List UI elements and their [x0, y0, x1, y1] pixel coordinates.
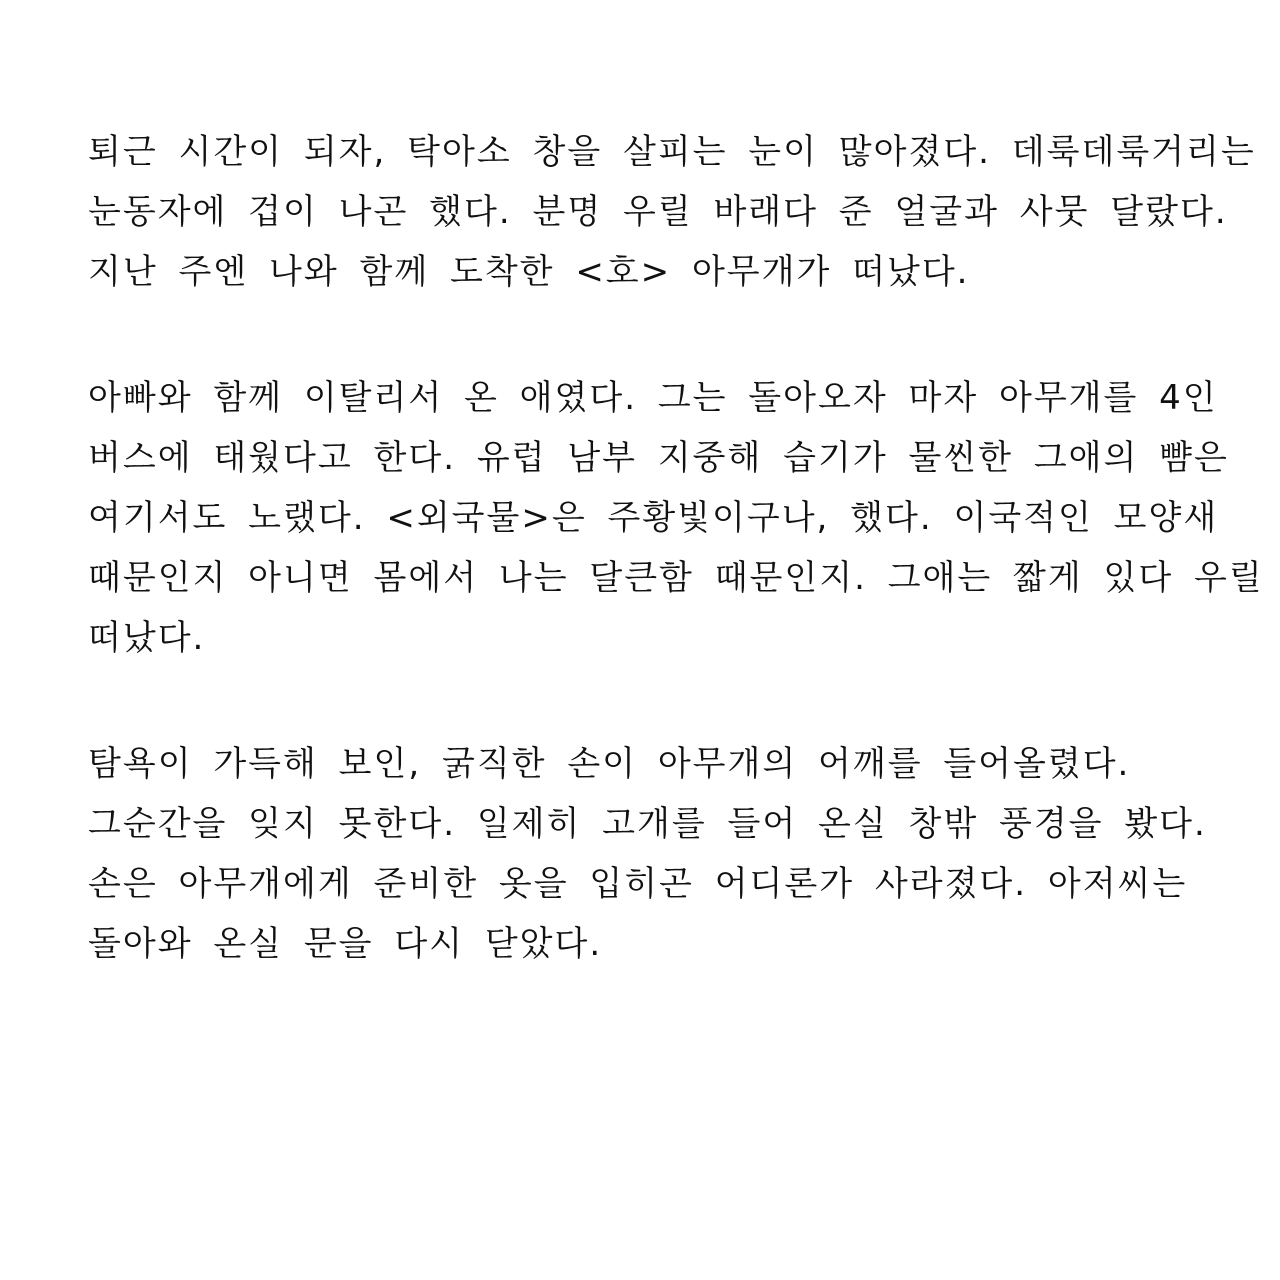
story-text — [88, 122, 1264, 1040]
paragraph-2 — [88, 368, 1264, 668]
text-line: 떠났다. — [88, 618, 206, 658]
text-line: 때문인지 아니면 몸에서 나는 달큰함 때문인지. 그애는 짧게 있다 우릴 — [88, 558, 1264, 598]
text-line: 퇴근 시간이 되자, 탁아소 창을 살피는 눈이 많아졌다. 데룩데룩거리는 — [88, 132, 1256, 172]
text-line: 눈동자에 겁이 나곤 했다. 분명 우릴 바래다 준 얼굴과 사뭇 달랐다. — [88, 192, 1228, 232]
text-line: 탐욕이 가득해 보인, 굵직한 손이 아무개의 어깨를 들어올렸다. — [88, 744, 1131, 784]
paragraph-3 — [88, 734, 1208, 974]
text-line: 여기서도 노랬다. <외국물>은 주황빛이구나, 했다. 이국적인 모양새 — [88, 498, 1219, 538]
paragraph-1 — [88, 122, 1256, 302]
text-line: 지난 주엔 나와 함께 도착한 <호> 아무개가 떠났다. — [88, 252, 970, 292]
text-line: 손은 아무개에게 준비한 옷을 입히곤 어디론가 사라졌다. 아저씨는 — [88, 864, 1188, 904]
text-line: 그순간을 잊지 못한다. 일제히 고개를 들어 온실 창밖 풍경을 봤다. — [88, 804, 1207, 844]
text-line: 버스에 태웠다고 한다. 유럽 남부 지중해 습기가 물씬한 그애의 뺨은 — [88, 438, 1229, 478]
text-line: 돌아와 온실 문을 다시 닫았다. — [88, 924, 603, 964]
text-line: 아빠와 함께 이탈리서 온 애였다. 그는 돌아오자 마자 아무개를 4인 — [88, 378, 1218, 418]
